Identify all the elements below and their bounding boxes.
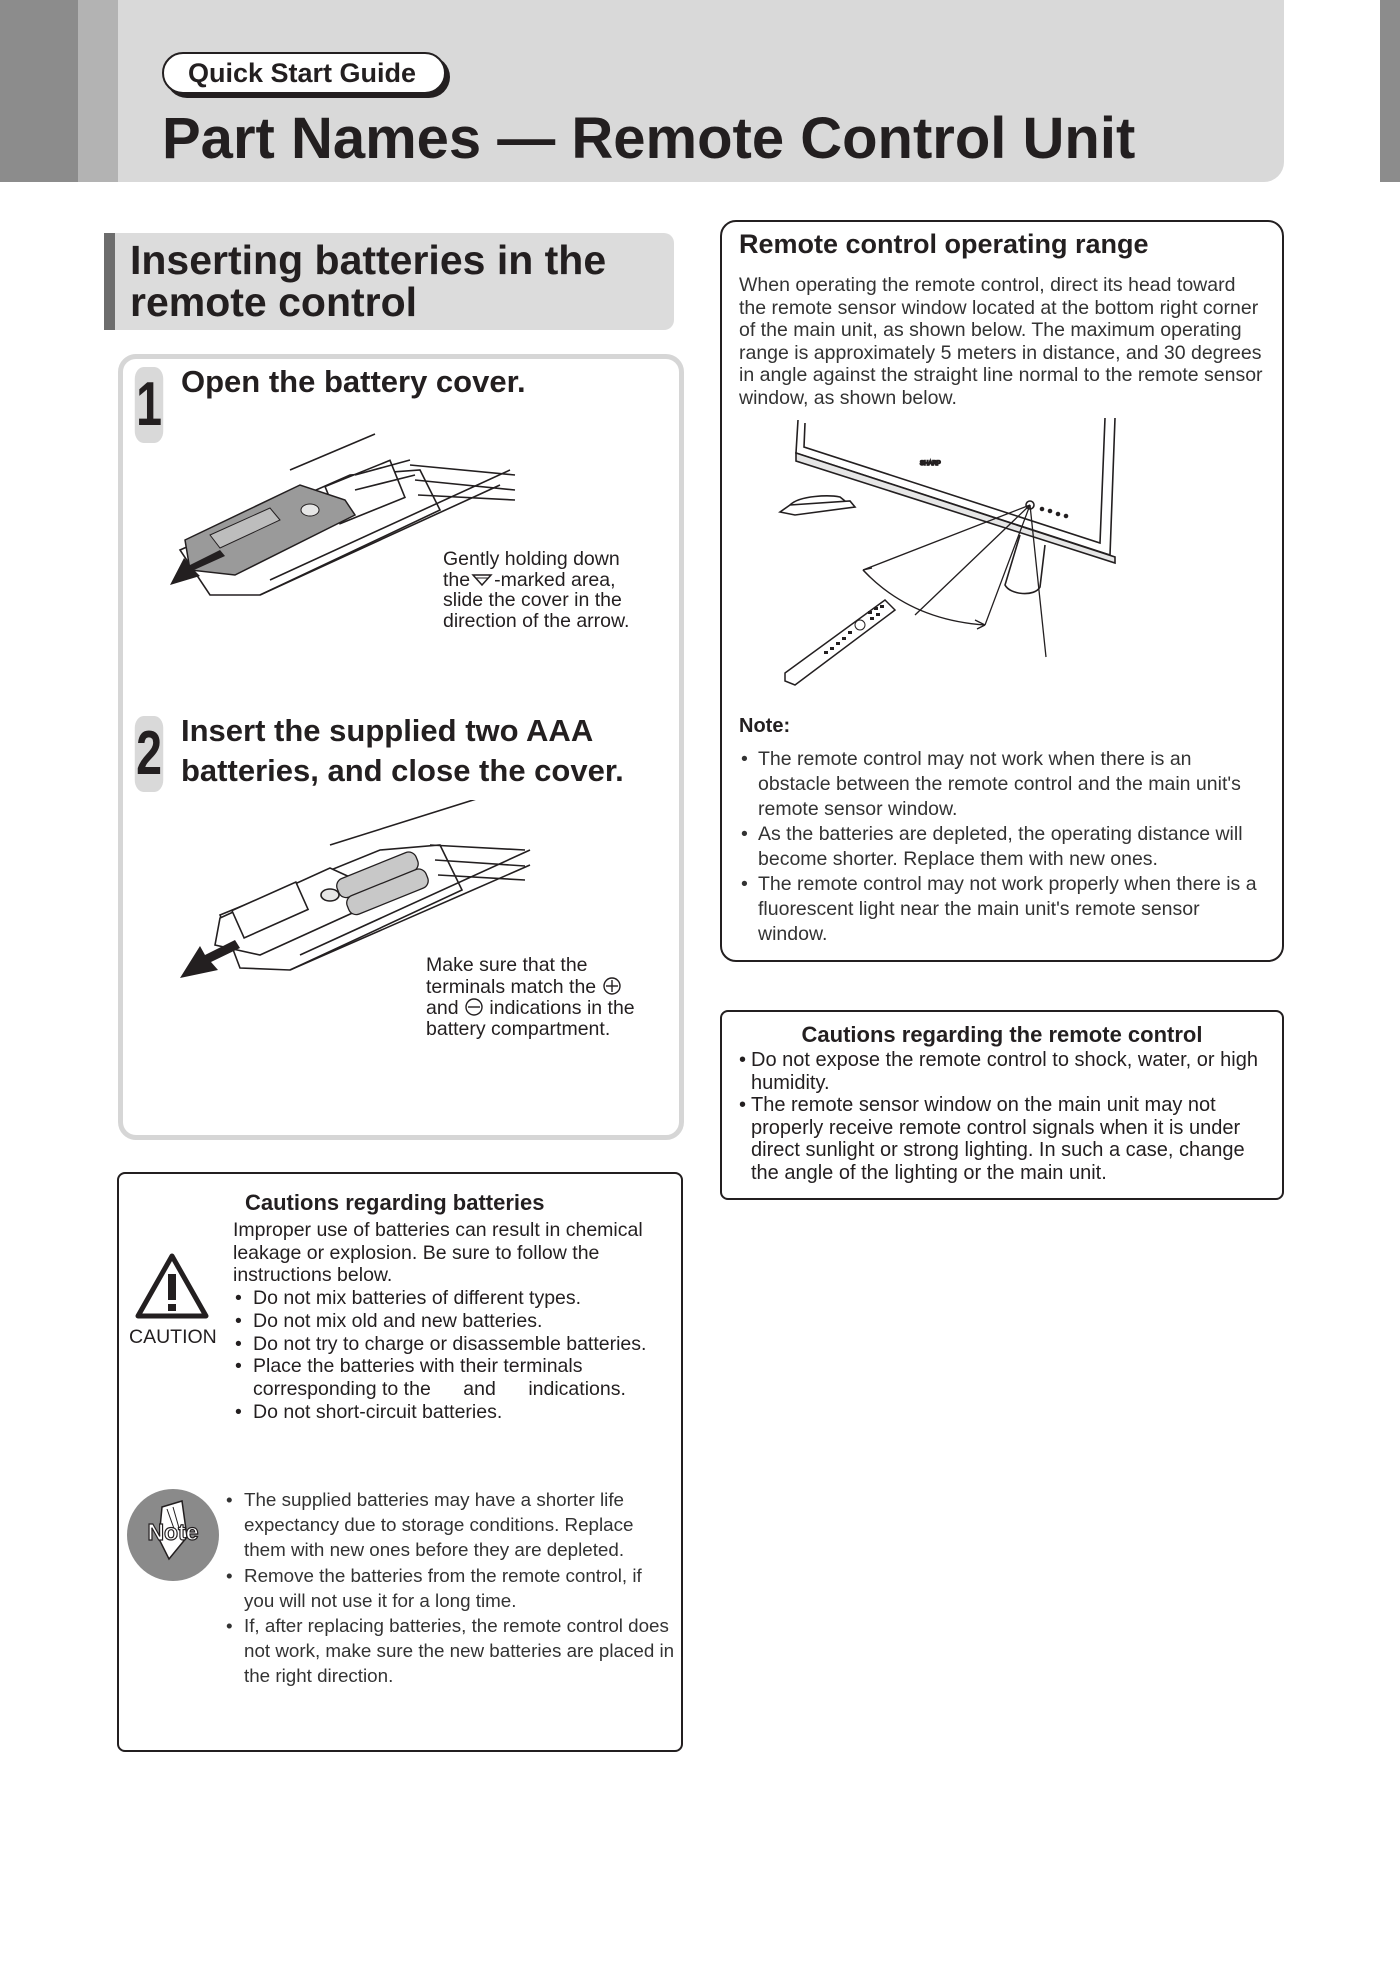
battery-notes-list [224, 1487, 676, 1689]
caution-label: CAUTION [129, 1326, 217, 1348]
list-item: • The supplied batteries may have a shorter life expectancy due to storage conditions. Replace them with new ones before they are depleted. [224, 1487, 676, 1563]
header-tab-mid [78, 0, 118, 182]
step-2-caption [426, 955, 635, 1039]
close-arrow-icon [180, 940, 240, 978]
operating-range-title: Remote control operating range [739, 229, 1149, 259]
step-1-caption-fragment: the [443, 568, 471, 591]
list-item: • The remote control may not work properly when there is a fluorescent light near the main unit's remote sensor window. [739, 872, 1269, 947]
svg-text:SHARP: SHARP [920, 461, 941, 467]
list-item: • Remove the batteries from the remote control, if you will not use it for a long time. [224, 1563, 676, 1613]
plus-terminal-icon [602, 976, 622, 996]
step-2-title [181, 711, 624, 791]
list-item: • Place the batteries with their terminals corresponding to the and indications. [233, 1355, 673, 1400]
list-item: • Do not expose the remote control to shock, water, or high humidity. [739, 1049, 1269, 1094]
step-1-title: Open the battery cover. [181, 364, 526, 399]
list-item: • Do not mix old and new batteries. [233, 1310, 673, 1333]
note-badge [127, 1489, 219, 1581]
header-right-strip [1380, 0, 1400, 182]
remote-insert-batteries-illustration [180, 800, 540, 980]
operating-range-description: When operating the remote control, direct its head toward the remote sensor window located at the bottom right corner of the main unit, as shown below. The maximum operating range is approximately 5 meters in distance, and 30 degrees in angle against the straight line normal to the remote sensor window, as shown below. [739, 274, 1263, 409]
step-1-caption [443, 549, 629, 631]
list-item: • Do not short-circuit batteries. [233, 1401, 673, 1424]
operating-range-illustration [760, 415, 1140, 690]
battery-cautions-intro: Improper use of batteries can result in chemical leakage or explosion. Be sure to follow the instructions below. [233, 1219, 643, 1287]
section-heading-line1: Inserting batteries in the [130, 237, 607, 283]
tv-unit [780, 418, 1115, 594]
list-item: • The remote control may not work when there is an obstacle between the remote control and the main unit's remote sensor window. [739, 747, 1269, 822]
step-1-caption-line: slide the cover in the [443, 589, 622, 611]
battery-cautions-title: Cautions regarding batteries [245, 1190, 545, 1215]
step-1-caption-fragment: -marked area, [494, 568, 616, 591]
step-1-caption-line: direction of the arrow. [443, 609, 630, 632]
quick-start-badge: Quick Start Guide [162, 52, 446, 94]
list-item: • Do not try to charge or disassemble batteries. [233, 1333, 673, 1356]
step-2-caption-line: battery compartment. [426, 1017, 611, 1040]
step-2-title-line2: batteries, and close the cover. [181, 753, 624, 788]
step-1-number: 1 [135, 367, 164, 443]
page-title: Part Names — Remote Control Unit [162, 106, 1136, 171]
battery-cautions-list [233, 1287, 673, 1423]
battery-cautions-body [233, 1219, 673, 1423]
step-2-number: 2 [135, 716, 164, 792]
step-2-title-line1: Insert the supplied two AAA [181, 713, 594, 748]
step-2-caption-line: Make sure that the [426, 954, 588, 976]
list-item: • Do not mix batteries of different types. [233, 1287, 673, 1310]
operating-range-notes [739, 747, 1269, 947]
caution-triangle-icon [134, 1252, 210, 1322]
remote-control-graphic [785, 600, 895, 685]
step-1-caption-line: Gently holding down [443, 548, 620, 570]
header-tab-dark [0, 0, 78, 182]
section-heading [104, 233, 674, 330]
list-item: • The remote sensor window on the main unit may not properly receive remote control signals when it is under direct sunlight or strong lighting. In such a case, change the angle of the lighting or the main unit. [739, 1094, 1269, 1184]
remote-cautions-title: Cautions regarding the remote control [801, 1022, 1203, 1047]
remote-cautions-list [739, 1049, 1269, 1185]
section-heading-line2: remote control [130, 279, 418, 325]
note-label: Note [147, 1519, 199, 1545]
step-2-caption-fragment: and [426, 997, 459, 1019]
minus-terminal-icon [464, 997, 484, 1017]
list-item: • As the batteries are depleted, the operating distance will become shorter. Replace them with new ones. [739, 822, 1269, 872]
cover-mark-icon [471, 573, 493, 587]
step-2-caption-fragment: indications in the [489, 997, 635, 1019]
operating-range-note-heading: Note: [739, 715, 791, 737]
list-item: • If, after replacing batteries, the remote control does not work, make sure the new batteries are placed in the right direction. [224, 1613, 676, 1689]
step-2-caption-fragment: terminals match the [426, 975, 597, 998]
